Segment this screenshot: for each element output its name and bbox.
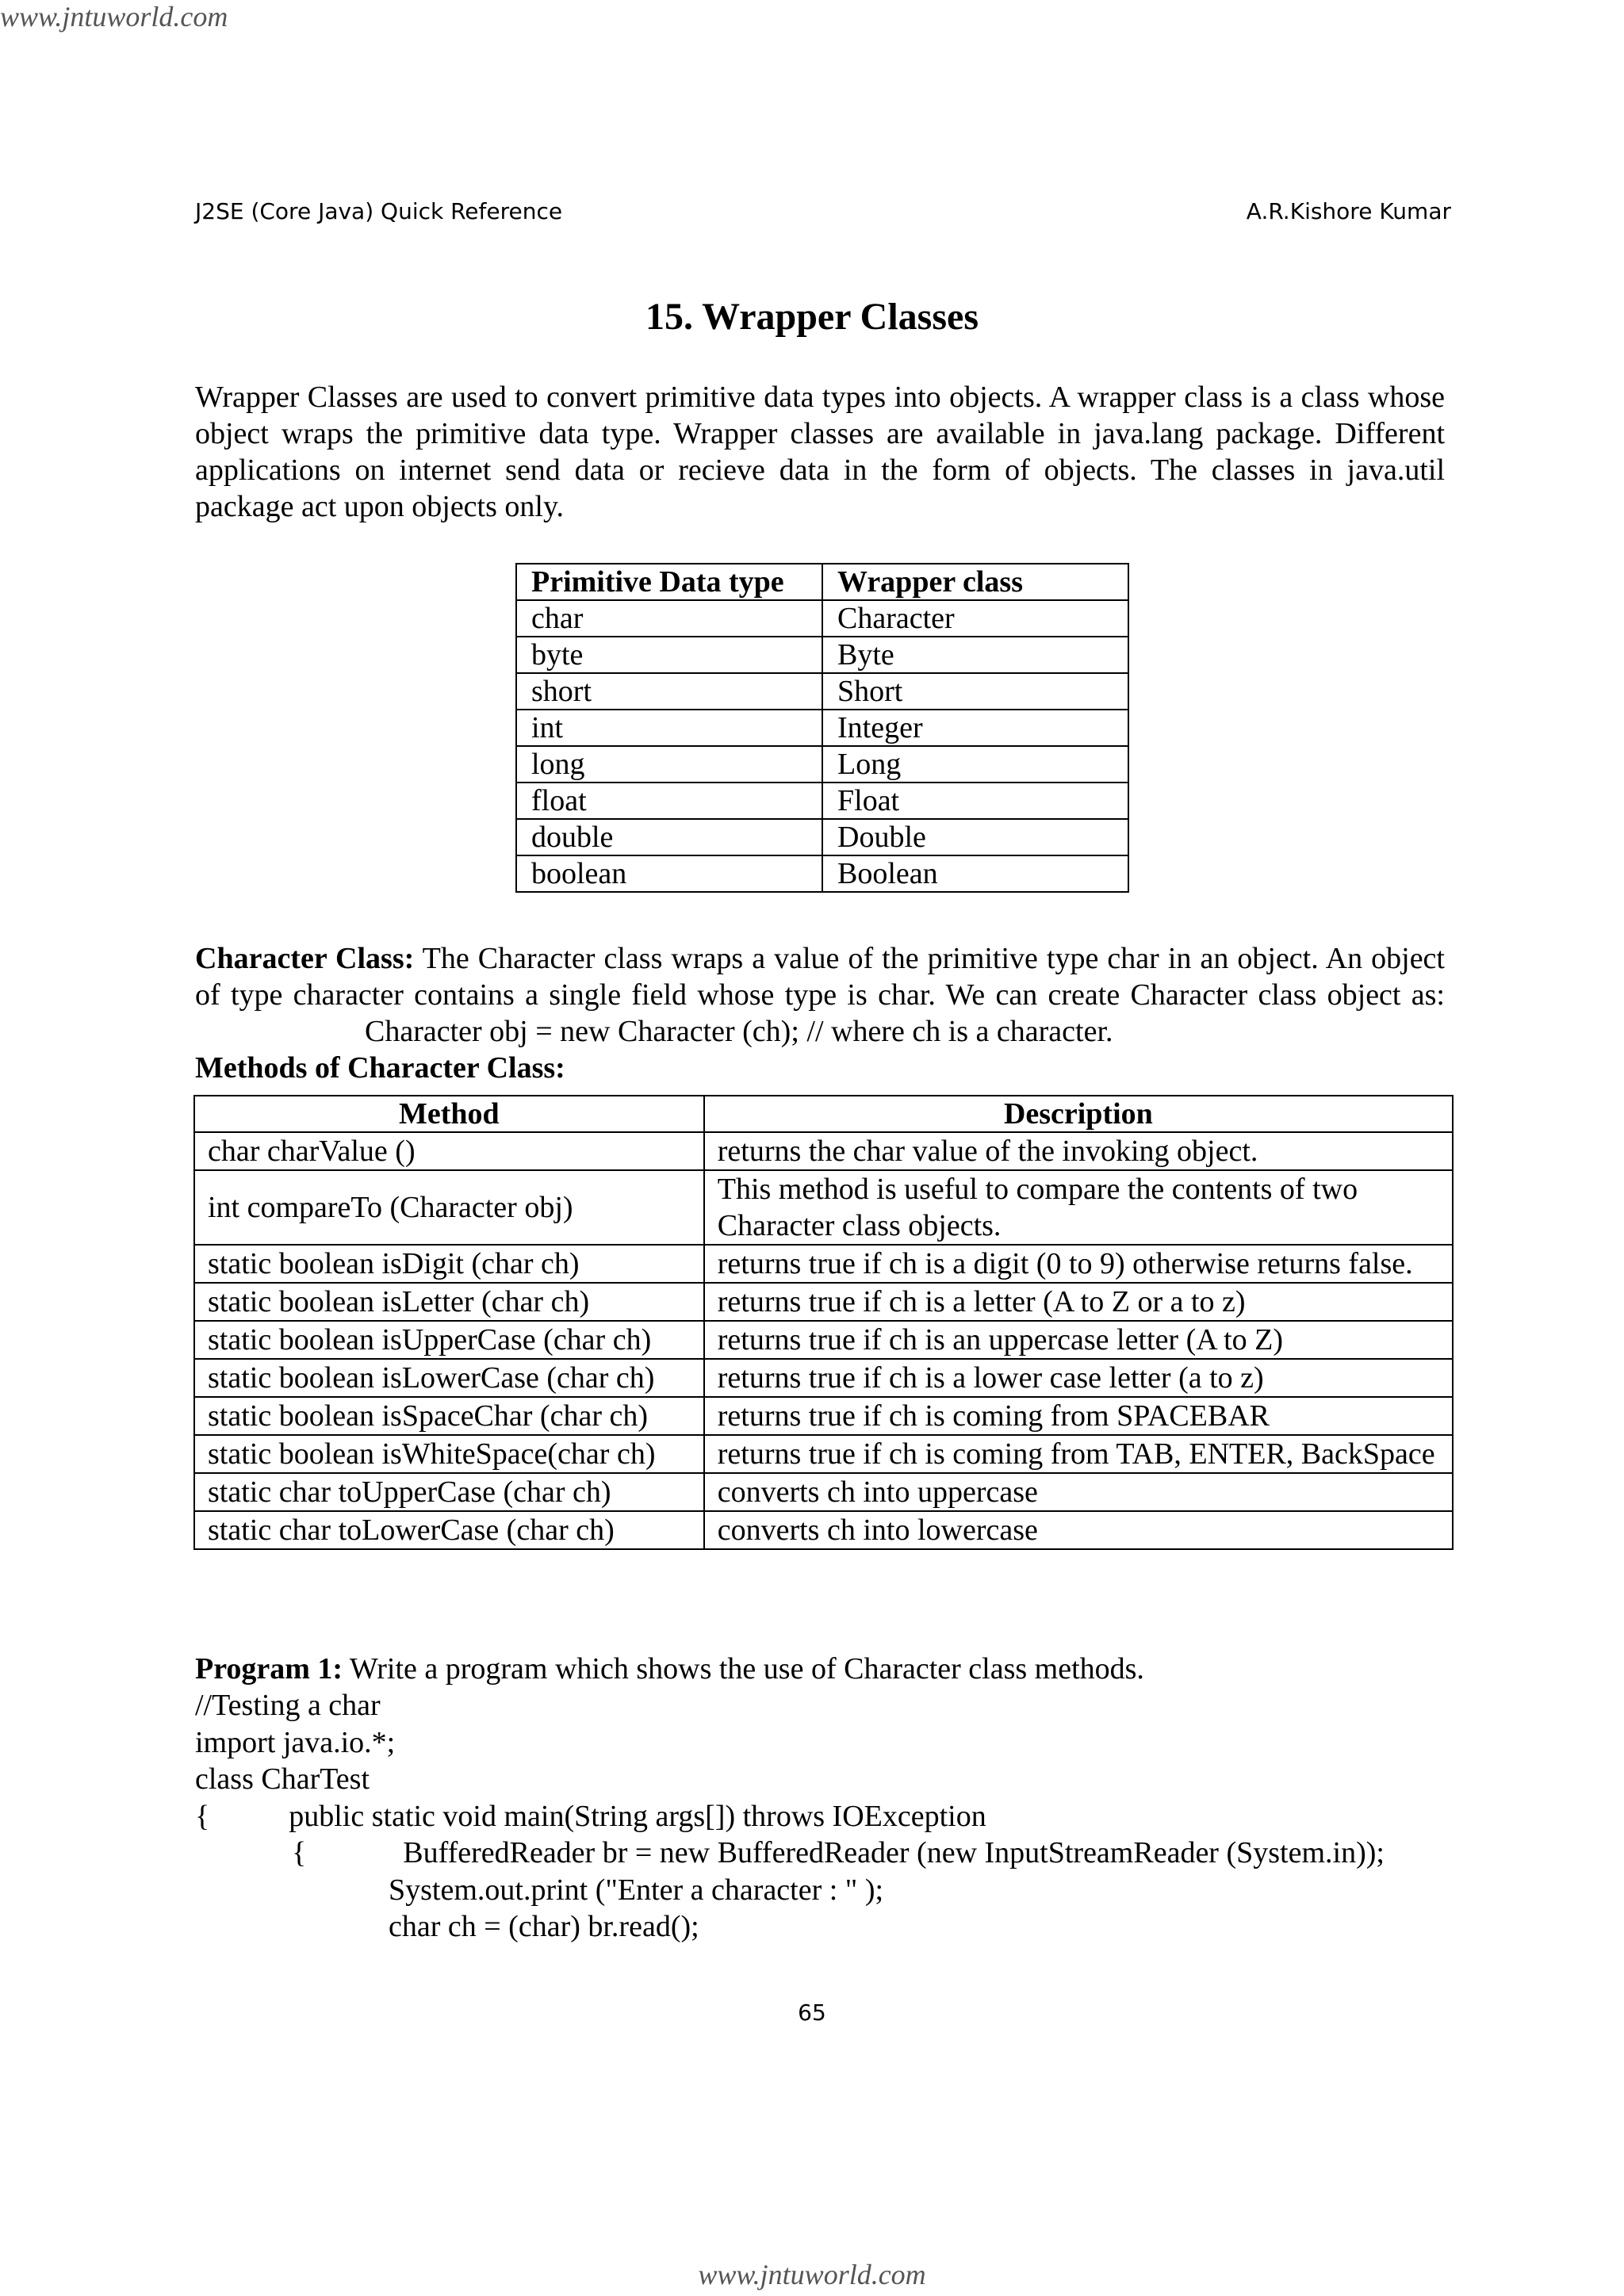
description-cell: converts ch into lowercase [704, 1511, 1453, 1549]
wrapper-table-row [516, 673, 1128, 710]
wrapper-table-row [516, 855, 1128, 892]
methods-table-row [194, 1511, 1453, 1549]
description-cell: returns true if ch is an uppercase letter (A to Z) [704, 1321, 1453, 1359]
methods-table-row [194, 1170, 1453, 1245]
program-text: Write a program which shows the use of Character class methods. [349, 1652, 1144, 1686]
intro-paragraph [195, 379, 1445, 525]
method-cell: static boolean isLowerCase (char ch) [194, 1359, 704, 1397]
methods-table-row [194, 1397, 1453, 1435]
method-cell: static char toUpperCase (char ch) [194, 1473, 704, 1511]
watermark-top: www.jntuworld.com [0, 1, 228, 33]
wrapper-table-row [516, 746, 1128, 783]
wrapper-class-cell: Short [822, 673, 1128, 710]
header-left: J2SE (Core Java) Quick Reference [195, 198, 563, 224]
method-cell: char charValue () [194, 1132, 704, 1170]
primitive-cell: char [516, 600, 822, 637]
methods-table-row [194, 1473, 1453, 1511]
wrapper-class-cell: Double [822, 819, 1128, 855]
description-cell: returns true if ch is a letter (A to Z or a to z) [704, 1283, 1453, 1321]
program-paragraph [195, 1651, 1445, 1687]
description-cell: returns true if ch is coming from SPACEBAR [704, 1397, 1453, 1435]
wrapper-header-class: Wrapper class [822, 564, 1128, 600]
method-cell: static boolean isLetter (char ch) [194, 1283, 704, 1321]
wrapper-table-row [516, 710, 1128, 746]
methods-header-description: Description [704, 1096, 1453, 1132]
character-class-label: Character Class: [195, 942, 415, 975]
method-cell: int compareTo (Character obj) [194, 1170, 704, 1245]
description-cell: returns true if ch is a digit (0 to 9) otherwise returns false. [704, 1245, 1453, 1283]
code-line: char ch = (char) br.read(); [389, 1910, 699, 1943]
method-cell: static boolean isSpaceChar (char ch) [194, 1397, 704, 1435]
wrapper-table-row [516, 637, 1128, 673]
header-right: A.R.Kishore Kumar [1246, 198, 1451, 224]
character-class-code: Character obj = new Character (ch); // where ch is a character. [365, 1015, 1113, 1048]
description-cell: returns true if ch is a lower case letter (a to z) [704, 1359, 1453, 1397]
code-block [195, 1687, 1385, 1946]
description-cell: returns true if ch is coming from TAB, ENTER, BackSpace [704, 1435, 1453, 1473]
page-number: 65 [798, 1999, 826, 2026]
code-line: //Testing a char [195, 1689, 381, 1722]
methods-table [193, 1095, 1454, 1550]
code-line: { BufferedReader br = new BufferedReader (new InputStreamReader (System.in)); [292, 1836, 1385, 1869]
character-class-text: The Character class wraps a value of the primitive type char in an object. An object of type character contains a single field whose type is char. We can create Character class object as: [195, 942, 1445, 1012]
description-cell: returns the char value of the invoking object. [704, 1132, 1453, 1170]
method-cell: static boolean isDigit (char ch) [194, 1245, 704, 1283]
methods-table-row [194, 1359, 1453, 1397]
methods-heading: Methods of Character Class: [195, 1051, 565, 1085]
primitive-cell: byte [516, 637, 822, 673]
methods-header-method: Method [194, 1096, 704, 1132]
methods-table-row [194, 1283, 1453, 1321]
watermark-bottom: www.jntuworld.com [698, 2259, 926, 2290]
methods-table-header [194, 1096, 1453, 1132]
character-class-paragraph [195, 940, 1445, 1086]
methods-table-row [194, 1321, 1453, 1359]
code-line: System.out.print ("Enter a character : " ); [389, 1873, 884, 1907]
wrapper-class-cell: Float [822, 783, 1128, 819]
methods-table-row [194, 1435, 1453, 1473]
wrapper-class-cell: Character [822, 600, 1128, 637]
code-line: import java.io.*; [195, 1725, 396, 1759]
description-cell: converts ch into uppercase [704, 1473, 1453, 1511]
wrapper-table-header [516, 564, 1128, 600]
wrapper-class-cell: Byte [822, 637, 1128, 673]
wrapper-table-row [516, 819, 1128, 855]
primitive-cell: long [516, 746, 822, 783]
page-title: 15. Wrapper Classes [645, 296, 979, 338]
intro-text: Wrapper Classes are used to convert primitive data types into objects. A wrapper class is a class whose object wraps the primitive data type. Wrapper classes are available in java.lang package. Different applications on internet send data or recieve data in the form of objects. The classes in java.util package act upon objects only. [195, 381, 1445, 523]
wrapper-class-cell: Boolean [822, 855, 1128, 892]
primitive-cell: int [516, 710, 822, 746]
method-cell: static char toLowerCase (char ch) [194, 1511, 704, 1549]
methods-table-row [194, 1245, 1453, 1283]
code-line: { public static void main(String args[]) throws IOException [195, 1799, 986, 1833]
primitive-cell: float [516, 783, 822, 819]
wrapper-table-row [516, 783, 1128, 819]
code-line: class CharTest [195, 1762, 370, 1796]
primitive-cell: double [516, 819, 822, 855]
methods-table-row [194, 1132, 1453, 1170]
primitive-cell: short [516, 673, 822, 710]
primitive-cell: boolean [516, 855, 822, 892]
program-label: Program 1: [195, 1652, 343, 1686]
method-cell: static boolean isWhiteSpace(char ch) [194, 1435, 704, 1473]
description-cell: This method is useful to compare the contents of two Character class objects. [704, 1170, 1453, 1245]
wrapper-class-cell: Integer [822, 710, 1128, 746]
method-cell: static boolean isUpperCase (char ch) [194, 1321, 704, 1359]
wrapper-table-row [516, 600, 1128, 637]
wrapper-class-cell: Long [822, 746, 1128, 783]
wrapper-header-primitive: Primitive Data type [516, 564, 822, 600]
wrapper-table [515, 563, 1129, 893]
